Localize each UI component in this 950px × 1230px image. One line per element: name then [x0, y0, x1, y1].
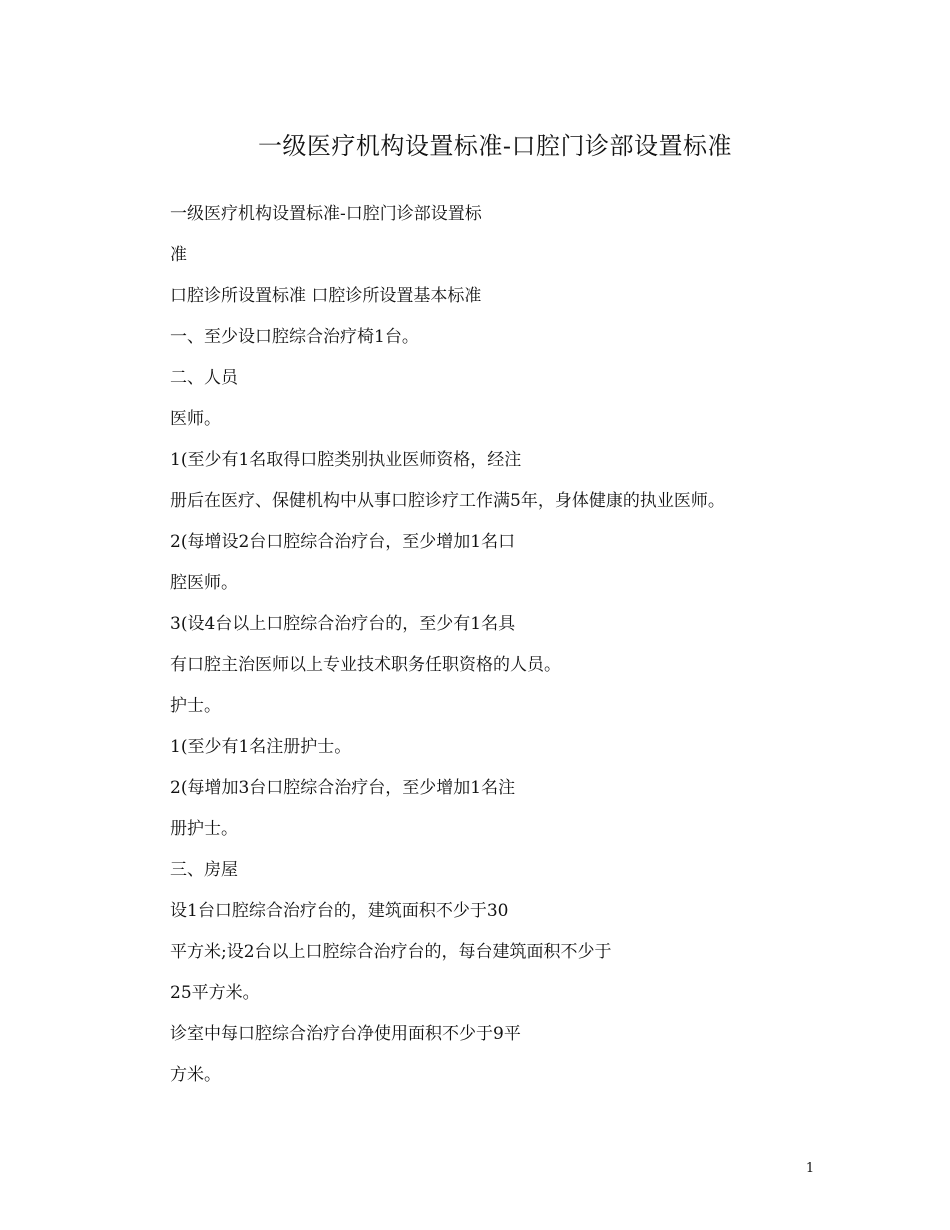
body-line: 有口腔主治医师以上专业技术职务任职资格的人员。 [170, 655, 561, 675]
body-line: 25平方米。 [170, 983, 260, 1003]
body-line: 口腔诊所设置标准 口腔诊所设置基本标准 [170, 286, 482, 306]
body-line: 方米。 [170, 1065, 221, 1085]
body-line: 一级医疗机构设置标准-口腔门诊部设置标 [170, 204, 482, 224]
body-line: 1(至少有1名取得口腔类别执业医师资格，经注 [170, 450, 522, 470]
body-line: 册后在医疗、保健机构中从事口腔诊疗工作满5年，身体健康的执业医师。 [170, 491, 725, 511]
document-title: 一级医疗机构设置标准-口腔门诊部设置标准 [257, 132, 733, 160]
body-line: 护士。 [170, 696, 221, 716]
body-line: 2(每增加3台口腔综合治疗台，至少增加1名注 [170, 778, 516, 798]
body-line: 1(至少有1名注册护士。 [170, 737, 352, 757]
body-line: 准 [170, 245, 187, 265]
document-body [170, 197, 930, 1099]
body-line: 册护士。 [170, 819, 238, 839]
body-line: 医师。 [170, 409, 221, 429]
body-line: 3(设4台以上口腔综合治疗台的，至少有1名具 [170, 614, 516, 634]
section-heading: 三、房屋 [170, 860, 238, 880]
section-heading: 二、人员 [170, 368, 238, 388]
body-line: 腔医师。 [170, 573, 238, 593]
body-line: 诊室中每口腔综合治疗台净使用面积不少于9平 [170, 1024, 521, 1044]
body-line: 平方米;设2台以上口腔综合治疗台的，每台建筑面积不少于 [170, 942, 612, 962]
body-line: 设1台口腔综合治疗台的，建筑面积不少于30 [170, 901, 509, 921]
body-line: 一、至少设口腔综合治疗椅1台。 [170, 327, 419, 347]
page-number: 1 [805, 1161, 815, 1176]
body-line: 2(每增设2台口腔综合治疗台，至少增加1名口 [170, 532, 516, 552]
